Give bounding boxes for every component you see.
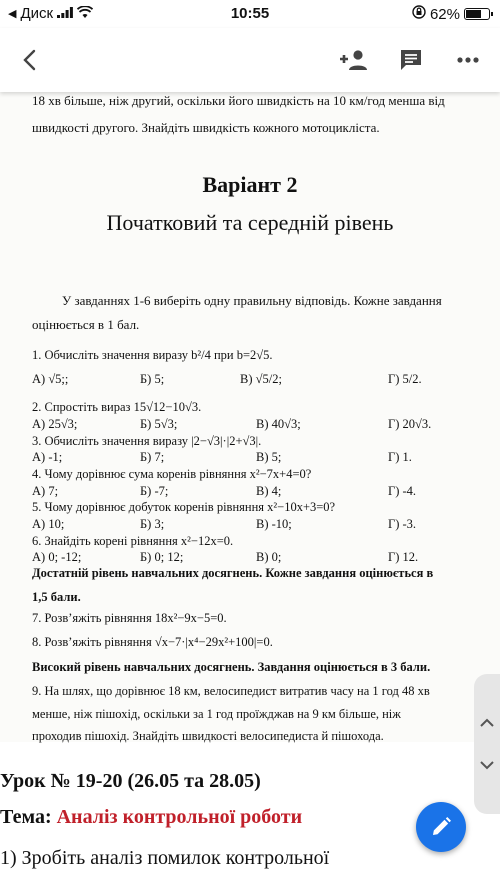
battery-percent: 62%	[429, 5, 460, 23]
topic-label: Тема:	[0, 806, 57, 828]
fast-scroll-track	[474, 674, 500, 824]
back-button[interactable]	[12, 42, 48, 78]
chevron-down-icon	[480, 761, 494, 770]
answer-c: В) 5;	[256, 450, 282, 464]
answer-d: Г) 20√3.	[388, 417, 432, 431]
question-8: 8. Розв’яжіть рівняння √x−7·|x⁴−29x²+100|=0.	[32, 635, 273, 649]
answer-c: В) 4;	[256, 484, 282, 498]
high-level-heading: Високий рівень навчальних досягнень. Завдання оцінюється в 3 бали.	[32, 660, 431, 674]
battery-icon	[464, 8, 490, 20]
lesson-heading: Урок № 19-20 (26.05 та 28.05)	[0, 770, 261, 792]
variant-subtitle: Початковий та середній рівень	[106, 210, 394, 235]
answer-d: Г) 12.	[388, 550, 419, 564]
answer-c: В) -10;	[256, 517, 292, 531]
answers-3	[32, 448, 472, 466]
sufficient-level-line1: Достатній рівень навчальних досягнень. Кожне завдання оцінюється в	[32, 566, 434, 580]
answer-c: В) 40√3;	[256, 417, 301, 431]
question-7: 7. Розв’яжіть рівняння 18x²−9x−5=0.	[32, 611, 227, 625]
top-cut-line1: 18 хв більше, ніж другий, оскільки його швидкість на 10 км/год менша від	[32, 93, 445, 108]
status-time: 10:55	[230, 5, 270, 22]
answer-a: А) 7;	[32, 484, 59, 498]
answer-c: В) √5/2;	[240, 372, 282, 386]
question-9-line2: менше, ніж пішохід, оскільки за 1 год проїжджав на 9 км більше, ніж	[32, 707, 401, 721]
carrier-label: Диск	[20, 5, 54, 22]
question-5: 5. Чому дорівнює добуток коренів рівняння x²−10x+3=0?	[32, 500, 336, 514]
question-6: 6. Знайдіть корені рівняння x²−12x=0.	[32, 534, 234, 548]
answer-b: Б) 5;	[140, 372, 165, 386]
question-2: 2. Спростіть вираз 15√12−10√3.	[32, 400, 202, 414]
answer-d: Г) 1.	[388, 450, 412, 464]
answers-2	[32, 415, 472, 433]
document-view[interactable]	[0, 92, 500, 888]
back-to-app-icon[interactable]: ◀	[8, 8, 17, 20]
question-9-line1: 9. На шлях, що дорівнює 18 км, велосипедист витратив часу на 1 год 48 хв	[32, 684, 430, 698]
answer-b: Б) 5√3;	[140, 417, 178, 431]
intro-line2: оцінюється в 1 бал.	[32, 317, 140, 332]
answer-b: Б) -7;	[140, 484, 169, 498]
top-cut-line2: швидкості другого. Знайдіть швидкість кожного мотоцикліста.	[32, 120, 380, 135]
answer-c: В) 0;	[256, 550, 282, 564]
answer-a: А) -1;	[32, 450, 63, 464]
comment-button[interactable]	[393, 42, 429, 78]
task-line: 1) Зробіть аналіз помилок контрольної	[0, 847, 330, 869]
answers-1	[32, 370, 472, 388]
answer-d: Г) 5/2.	[388, 372, 422, 386]
question-9-line3: проходив пішохід. Знайдіть швидкості велосипедиста й пішохода.	[32, 729, 384, 743]
more-vert-icon	[456, 48, 480, 72]
answer-a: А) √5;;	[32, 372, 69, 386]
pencil-icon	[430, 816, 452, 838]
answer-b: Б) 0; 12;	[140, 550, 184, 564]
status-bar	[0, 0, 500, 28]
question-3: 3. Обчисліть значення виразу |2−√3|·|2+√3|.	[32, 434, 262, 448]
share-person-button[interactable]	[336, 42, 372, 78]
sufficient-level-line2: 1,5 бали.	[32, 590, 81, 604]
worksheet-photo	[0, 92, 500, 742]
more-button[interactable]	[450, 42, 486, 78]
status-right	[412, 5, 490, 23]
chevron-up-icon	[480, 718, 494, 727]
intro-line1: У завданнях 1-6 виберіть одну правильну відповідь. Кожне завдання	[62, 293, 442, 308]
app-bar	[0, 28, 500, 92]
answer-d: Г) -4.	[388, 484, 417, 498]
answer-a: А) 25√3;	[32, 417, 78, 431]
answer-b: Б) 3;	[140, 517, 165, 531]
battery-fill	[466, 10, 481, 18]
answers-5	[32, 515, 472, 533]
variant-title: Варіант 2	[202, 172, 298, 197]
answer-a: А) 0; -12;	[32, 550, 82, 564]
comment-icon	[399, 48, 423, 72]
answer-d: Г) -3.	[388, 517, 417, 531]
edit-fab-button[interactable]	[416, 802, 466, 852]
back-arrow-icon	[19, 49, 41, 71]
fast-scroll-handle[interactable]	[474, 674, 500, 814]
rotation-lock-icon	[412, 5, 426, 23]
answer-a: А) 10;	[32, 517, 65, 531]
add-person-icon	[339, 49, 369, 71]
topic-value: Аналіз контрольної роботи	[56, 806, 303, 828]
question-1: 1. Обчисліть значення виразу b²/4 при b=2√5.	[32, 348, 273, 362]
topic-heading	[0, 806, 302, 829]
question-4: 4. Чому дорівнює сума коренів рівняння x²−7x+4=0?	[32, 467, 312, 481]
answer-b: Б) 7;	[140, 450, 165, 464]
